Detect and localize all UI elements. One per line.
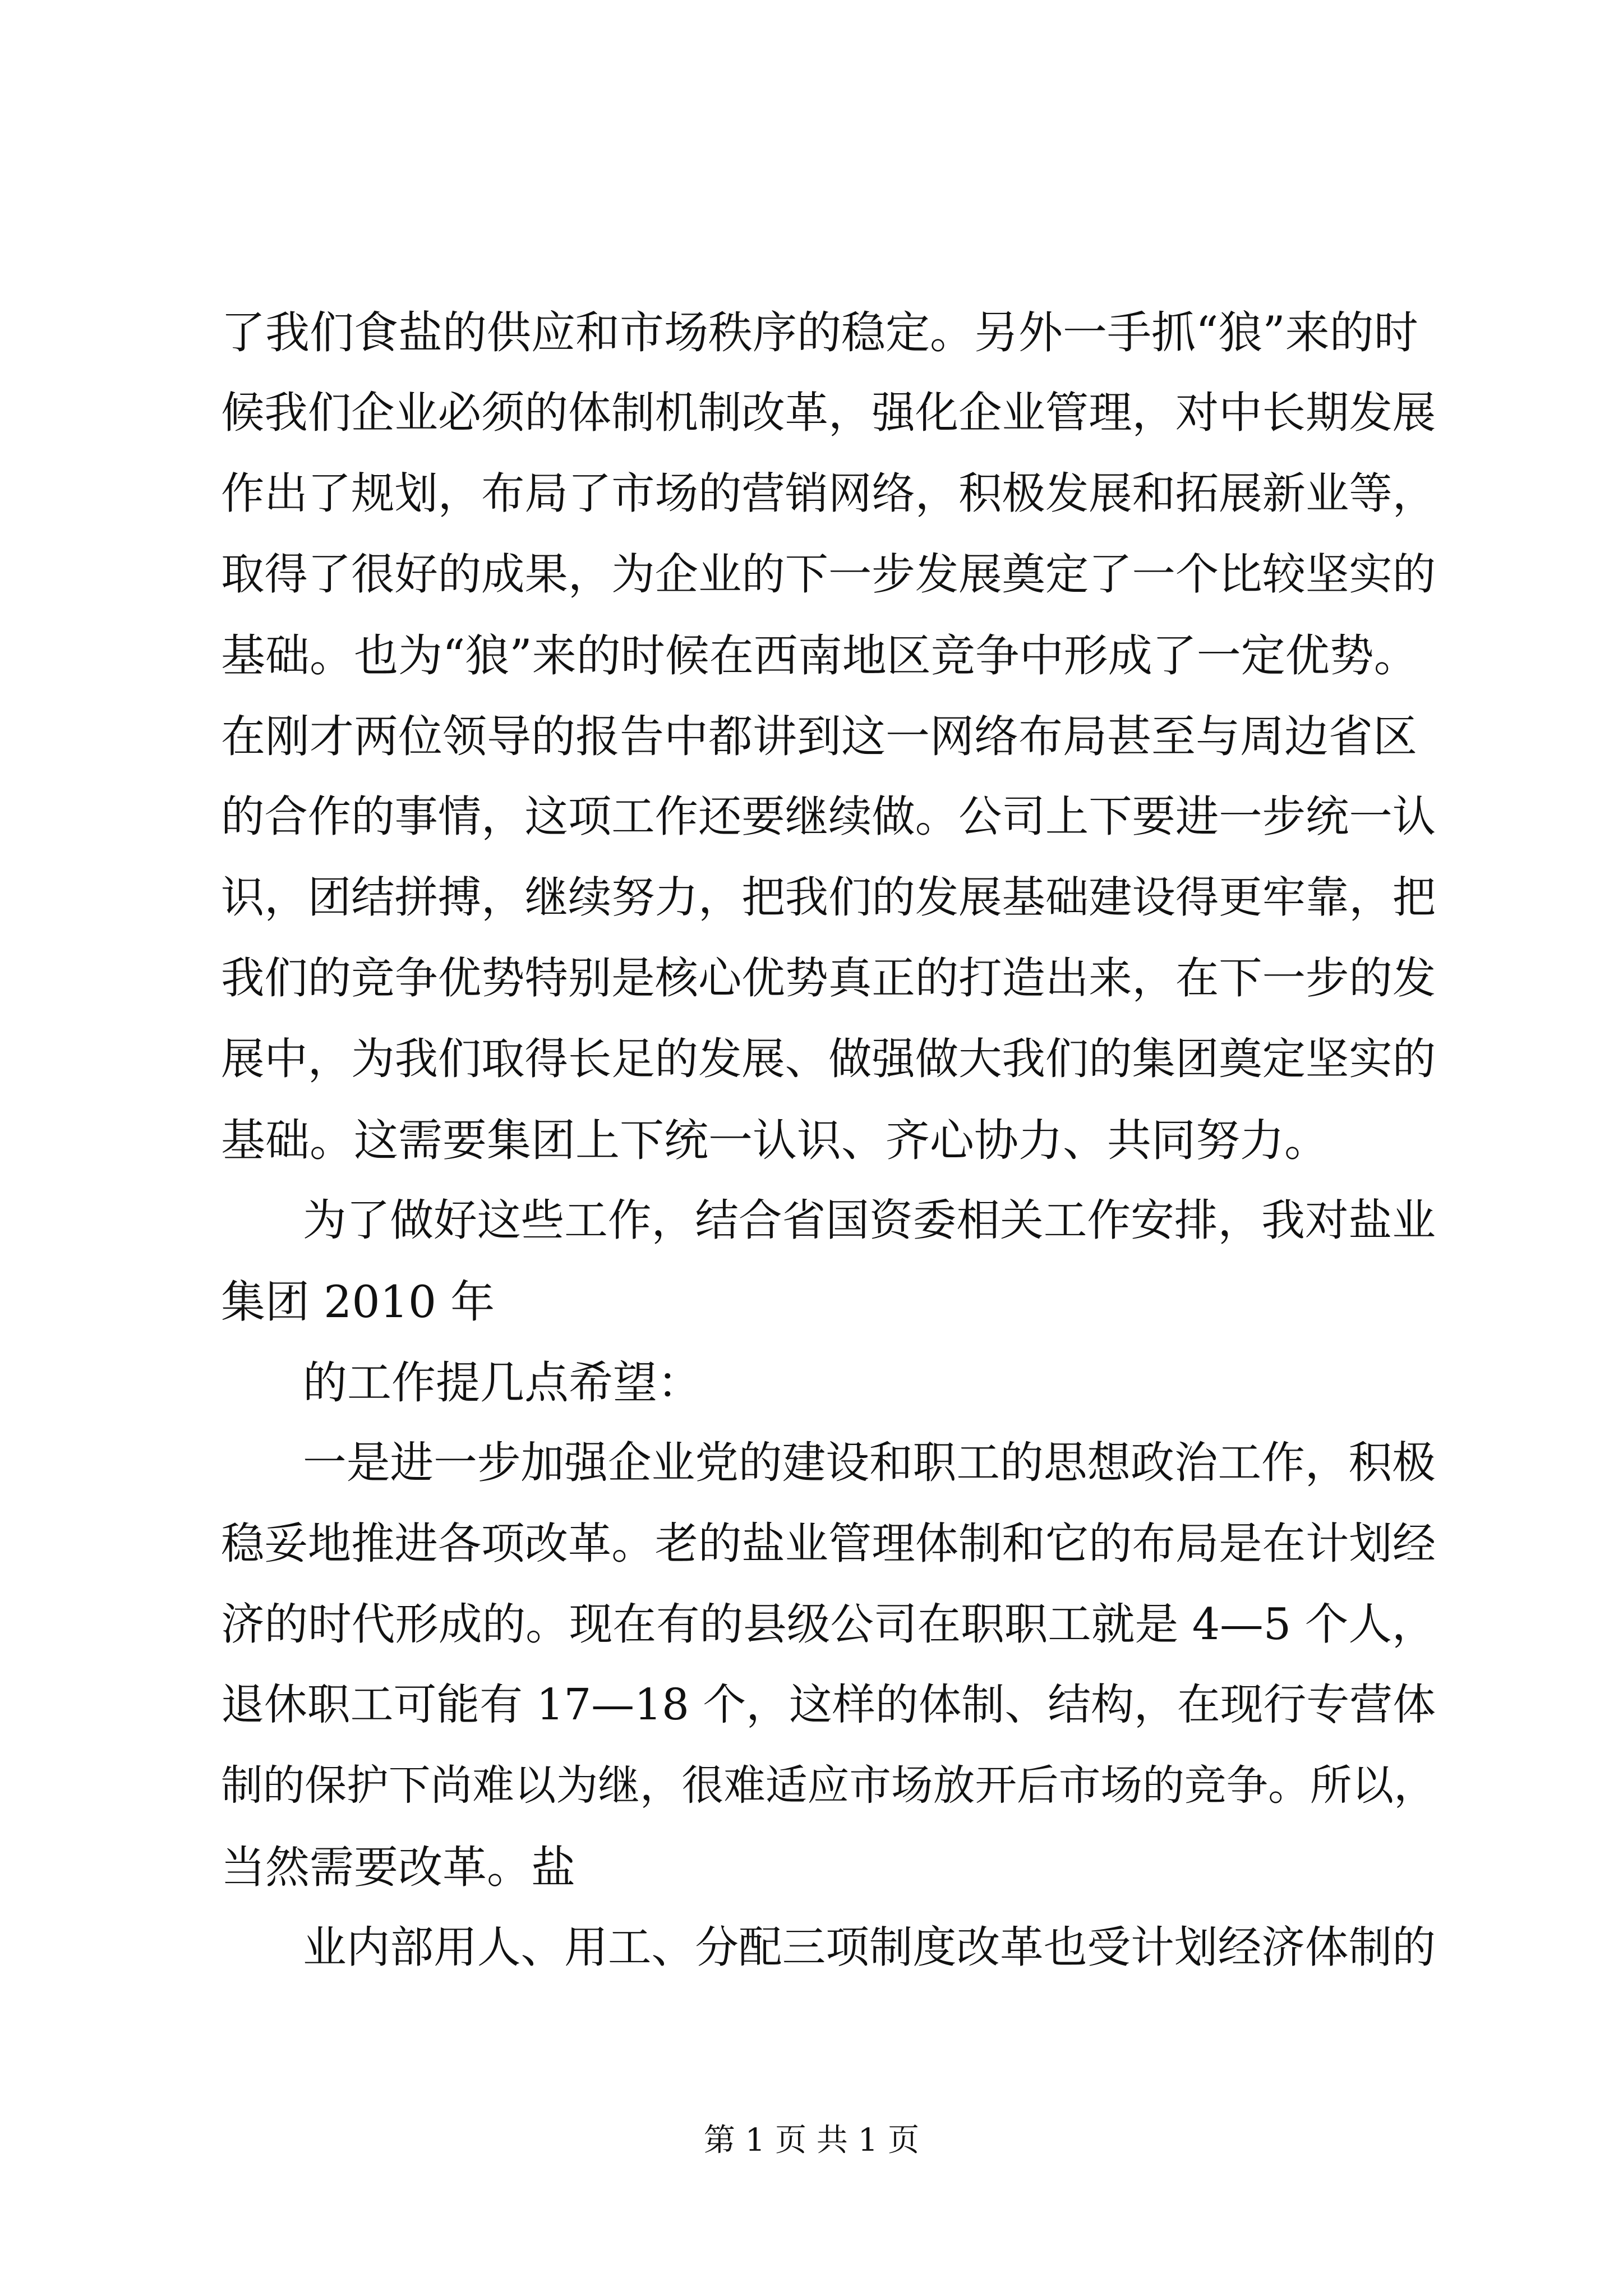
body-line: 的工作提几点希望： <box>303 1357 702 1409</box>
body-line: 当然需要改革。盐 <box>221 1842 575 1893</box>
body-line: 取得了很好的成果，为企业的下一步发展奠定了一个比较坚实的 <box>221 549 1436 600</box>
page-footer: 第 1 页 共 1 页 <box>703 2122 920 2159</box>
body-line: 一是进一步加强企业党的建设和职工的思想政治工作，积极 <box>303 1438 1436 1488</box>
body-line: 济的时代形成的。现在有的县级公司在职职工就是 4—5 个人， <box>221 1599 1436 1650</box>
body-line: 作出了规划，布局了市场的营销网络，积极发展和拓展新业等， <box>221 468 1436 519</box>
body-line: 集团 2010 年 <box>221 1276 495 1328</box>
body-line: 基础。也为“狼”来的时候在西南地区竞争中形成了一定优势。 <box>221 630 1418 682</box>
body-line: 为了做好这些工作，结合省国资委相关工作安排，我对盐业 <box>303 1195 1436 1246</box>
body-line: 了我们食盐的供应和市场秩序的稳定。另外一手抓“狼”来的时 <box>221 307 1418 358</box>
body-line: 退休职工可能有 17—18 个，这样的体制、结构，在现行专营体 <box>221 1680 1436 1730</box>
body-line: 在刚才两位领导的报告中都讲到这一网络布局甚至与周边省区 <box>221 711 1417 762</box>
body-line: 我们的竞争优势特别是核心优势真正的打造出来，在下一步的发 <box>221 953 1436 1004</box>
body-line: 业内部用人、用工、分配三项制度改革也受计划经济体制的 <box>303 1922 1436 1973</box>
body-line: 展中，为我们取得长足的发展、做强做大我们的集团奠定坚实的 <box>221 1034 1436 1084</box>
body-line: 的合作的事情，这项工作还要继续做。公司上下要进一步统一认 <box>221 792 1436 842</box>
body-line: 基础。这需要集团上下统一认识、齐心协力、共同努力。 <box>221 1115 1329 1166</box>
body-line: 制的保护下尚难以为继，很难适应市场放开后市场的竞争。所以， <box>221 1761 1436 1810</box>
body-line: 识，团结拼搏，继续努力，把我们的发展基础建设得更牢靠，把 <box>221 872 1436 923</box>
body-line: 稳妥地推进各项改革。老的盐业管理体制和它的布局是在计划经 <box>221 1519 1436 1569</box>
body-line: 候我们企业必须的体制机制改革，强化企业管理，对中长期发展 <box>221 388 1436 438</box>
